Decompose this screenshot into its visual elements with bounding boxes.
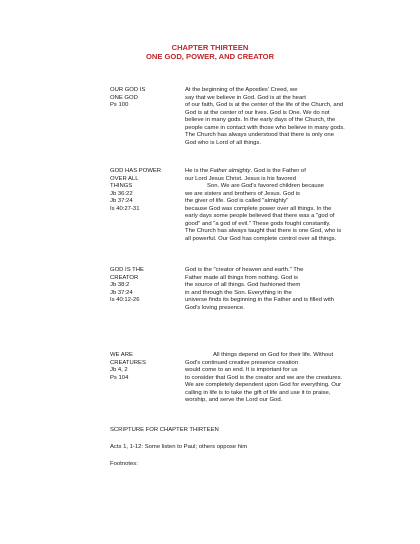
scripture-ref: Ps 104 — [110, 374, 129, 381]
body-line: We are completely dependent upon God for everything. Our — [185, 382, 342, 389]
body-line: the giver of life. God is called "almighty" — [185, 198, 289, 205]
section-1-sidebar — [110, 87, 182, 110]
body-line: Son. We are God's favored children because — [207, 183, 324, 190]
sidebar-line: CREATURES — [110, 359, 146, 366]
body-line: because God was complete power over all things. In the — [185, 205, 332, 212]
body-line: of our faith, God is at the center of the life of the Church, and — [185, 102, 344, 109]
body-line: At the beginning of the Apostles' Creed, we — [185, 87, 298, 93]
body-line: to consider that God is the creator and we are the creatures. — [185, 374, 343, 381]
body-line: God's loving presence. — [185, 304, 245, 311]
body-line: we are sisters and brothers of Jesus. God is — [185, 190, 300, 197]
body-line: our Lord Jesus Christ. Jesus is his favored — [185, 175, 296, 182]
section-3-sidebar — [110, 267, 182, 305]
scripture-heading: SCRIPTURE FOR CHAPTER THIRTEEN — [110, 427, 219, 433]
body-line: The Church has always understood that there is only one — [185, 132, 334, 139]
section-3-body — [185, 267, 375, 312]
body-line — [185, 168, 375, 176]
footnotes-label: Footnotes: — [110, 461, 138, 467]
body-line: early days some people believed that there was a "god of — [185, 213, 335, 220]
body-line: good" and "a god of evil." These gods fought constantly. — [185, 220, 331, 227]
section-4-body — [185, 352, 375, 405]
section-2-sidebar — [110, 168, 182, 213]
chapter-number: CHAPTER THIRTEEN — [171, 43, 249, 52]
section-2-body — [185, 168, 375, 243]
sidebar-line: ONE GOD — [110, 94, 138, 101]
sidebar-line: CREATOR — [110, 274, 139, 281]
sidebar-line: THINGS — [110, 183, 133, 190]
body-line: all powerful. Our God has complete control over all things. — [185, 235, 337, 242]
sidebar-line: GOD HAS POWER — [110, 168, 162, 174]
body-line: calling in life is to take the gift of life and use it to praise, — [185, 389, 331, 396]
section-1-body — [185, 87, 375, 147]
scripture-ref: Jb 4, 2 — [110, 367, 128, 374]
body-text: He is the — [185, 168, 210, 174]
body-line: God's continued creative presence creation — [185, 359, 299, 366]
body-line: worship, and serve the Lord our God. — [185, 397, 283, 404]
body-line: say that we believe in God. God is at the heart — [185, 94, 306, 101]
sidebar-line: OUR GOD IS — [110, 87, 146, 93]
scripture-ref: Ps 100 — [110, 102, 129, 109]
body-line: God is at the center of our lives. God is One. We do not — [185, 109, 330, 116]
body-line: God is the "creator of heaven and earth." The — [185, 267, 304, 273]
scripture-entry: Acts 1, 1-12: Some listen to Paul; others oppose him — [110, 444, 248, 450]
scripture-ref: Jb 38:2 — [110, 282, 130, 289]
section-4-sidebar — [110, 352, 182, 382]
chapter-title: ONE GOD, POWER, AND CREATOR — [145, 52, 275, 61]
body-line: believe in many gods. In the early days of the Church, the — [185, 117, 336, 124]
scripture-ref: Is 40:12-26 — [110, 297, 140, 304]
sidebar-line: OVER ALL — [110, 175, 139, 182]
sidebar-line: WE ARE — [110, 352, 133, 358]
body-line: the source of all things. God fashioned them — [185, 282, 301, 289]
body-line: Father made all things from nothing. God is — [185, 274, 298, 281]
sidebar-line: GOD IS THE — [110, 267, 144, 273]
body-line: All things depend on God for their life. Without — [213, 352, 334, 358]
body-line: The Church has always taught that there is one God, who is — [185, 228, 342, 235]
scripture-ref: Jb 37:24 — [110, 198, 133, 205]
body-text: . God is the Father of — [250, 168, 306, 174]
emphasis-text: Father almighty — [209, 168, 251, 174]
scripture-ref: Jb 37:24 — [110, 289, 133, 296]
body-line: God who is Lord of all things. — [185, 139, 261, 146]
body-line: would come to an end. It is important for us — [185, 367, 298, 374]
scripture-ref: Jb 36:22 — [110, 190, 133, 197]
body-line: in and through the Son. Everything in the — [185, 289, 292, 296]
body-line: universe finds its beginning in the Father and is filled with — [185, 297, 334, 304]
scripture-ref: Is 40:27-31 — [110, 205, 140, 212]
body-line: people came in contact with those who believe in many gods. — [185, 124, 345, 131]
